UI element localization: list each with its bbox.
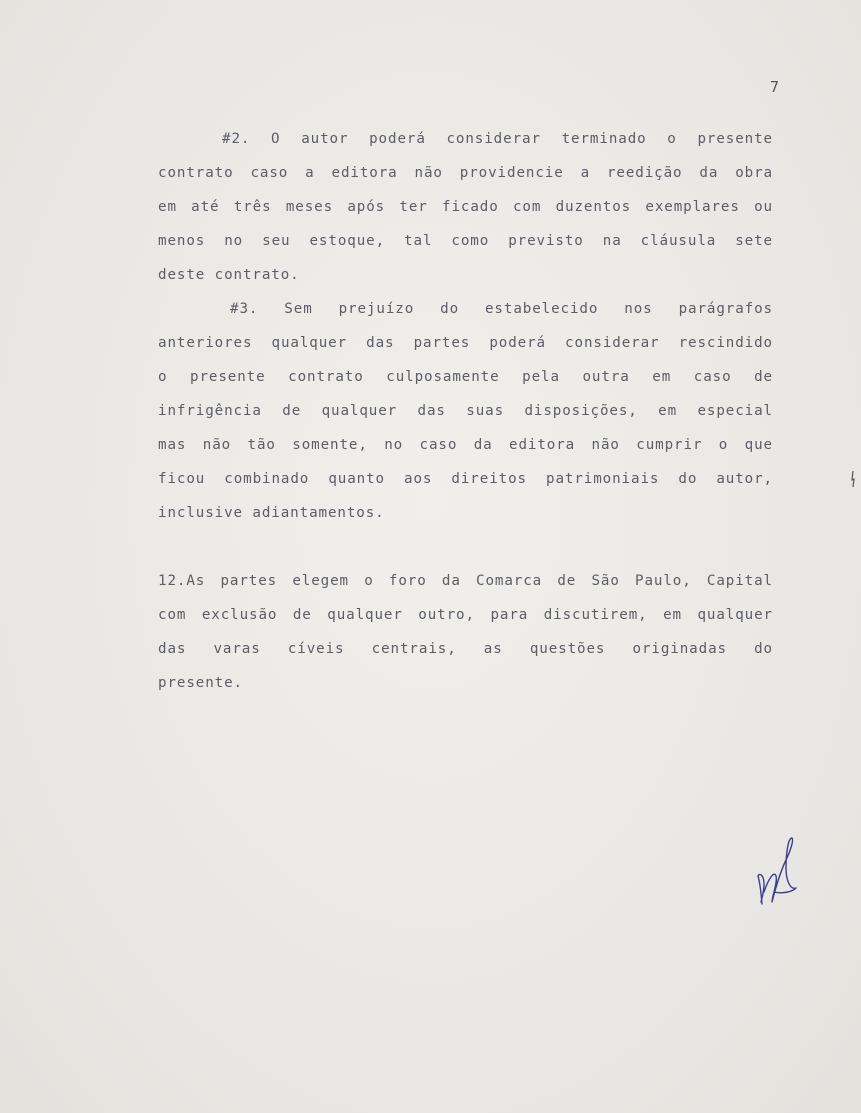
text-line: #3. Sem prejuízo do estabelecido nos parágrafos bbox=[230, 301, 773, 317]
margin-mark bbox=[850, 470, 856, 488]
text-line: o presente contrato culposamente pela outra em caso de bbox=[158, 369, 773, 385]
text-line: das varas cíveis centrais, as questões originadas do bbox=[158, 641, 773, 657]
text-line: inclusive adiantamentos. bbox=[158, 505, 385, 521]
text-line: anteriores qualquer das partes poderá considerar rescindido bbox=[158, 335, 773, 351]
text-line: em até três meses após ter ficado com duzentos exemplares ou bbox=[158, 199, 773, 215]
text-line: presente. bbox=[158, 675, 243, 691]
text-line: contrato caso a editora não providencie a reedição da obra bbox=[158, 165, 773, 181]
text-line: infrigência de qualquer das suas disposições, em especial bbox=[158, 403, 773, 419]
text-line: menos no seu estoque, tal como previsto na cláusula sete bbox=[158, 233, 773, 249]
text-line: 12.As partes elegem o foro da Comarca de São Paulo, Capital bbox=[158, 573, 773, 589]
text-line: mas não tão somente, no caso da editora não cumprir o que bbox=[158, 437, 773, 453]
text-line: ficou combinado quanto aos direitos patrimoniais do autor, bbox=[158, 471, 773, 487]
text-line: com exclusão de qualquer outro, para discutirem, em qualquer bbox=[158, 607, 773, 623]
text-line: #2. O autor poderá considerar terminado o presente bbox=[222, 131, 773, 147]
initials-signature bbox=[752, 832, 800, 910]
page-number: 7 bbox=[770, 78, 780, 96]
text-line: deste contrato. bbox=[158, 267, 300, 283]
